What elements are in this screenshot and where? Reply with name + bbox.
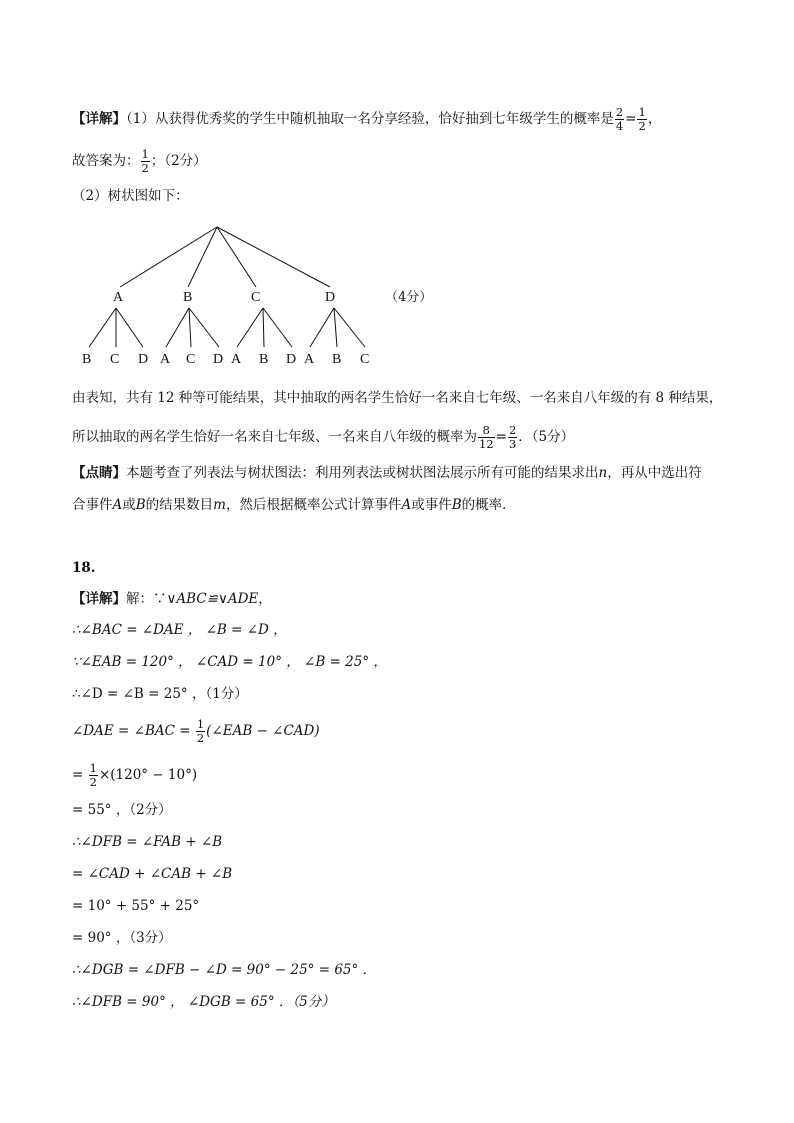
fraction-2-4: $\frac{2}{4}$ [615, 105, 624, 133]
comment-line-1: 【点睛】本题考查了列表法与树状图法：利用列表法或树状图法展示所有可能的结果求出n，再从中选出符 [72, 465, 702, 481]
fraction-2-3: $\frac{2}{3}$ [508, 423, 517, 451]
q18-line-5: ∠DAE = ∠BAC = $\frac{1}{2}$ (∠EAB − ∠CAD) [72, 717, 320, 745]
node-C: C [251, 290, 261, 305]
detail-tag: 【详解】 [72, 111, 126, 127]
leaf: B [82, 352, 92, 367]
conclusion-line-1: 由表知，共有 12 种等可能结果，其中抽取的两名学生恰好一名来自七年级、一名来自八年级的有 8 种结果， [72, 390, 723, 406]
conclusion-line-2: 所以抽取的两名学生恰好一名来自七年级、一名来自八年级的概率为 $\frac{8}{12}$ = $\frac{2}{3}$ ．（5分） [72, 423, 575, 451]
q18-line-13: ∴∠DFB = 90° ， ∠DGB = 65° ．（5分） [72, 994, 335, 1010]
answer-fraction: $\frac{1}{2}$ [141, 147, 149, 175]
q18-line-11: = 90° ，（3分） [72, 930, 172, 946]
q18-line-7: = 55° ，（2分） [72, 802, 172, 818]
leaf: B [259, 352, 269, 367]
question-number: 18. [72, 560, 96, 576]
q18-line-9: = ∠CAD + ∠CAB + ∠B [72, 866, 233, 882]
tree-diagram [0, 0, 794, 380]
leaf: C [360, 352, 370, 367]
leaf: B [332, 352, 342, 367]
q18-line-6: = $\frac{1}{2}$ ×(120° − 10°) [72, 761, 198, 789]
q18-line-2: ∴∠BAC = ∠DAE ， ∠B = ∠D ， [72, 622, 287, 638]
tree-intro: （2）树状图如下： [72, 188, 189, 204]
comment-line-2: 合事件A或B的结果数目m，然后根据概率公式计算事件A或事件B的概率． [72, 497, 516, 513]
answer-line: 故答案为： $\frac{1}{2}$ ；（2分） [72, 147, 207, 175]
q18-line-12: ∴∠DGB = ∠DFB − ∠D = 90° − 25° = 65° ． [72, 962, 377, 978]
leaf: A [160, 352, 171, 367]
leaf: A [231, 352, 242, 367]
q18-line-8: ∴∠DFB = ∠FAB + ∠B [72, 834, 223, 850]
leaf: C [186, 352, 196, 367]
fraction-1-2: $\frac{1}{2}$ [638, 105, 646, 133]
tree-edges [89, 227, 365, 347]
q18-line-1: 【详解】解：∵∨ABC≌∨ADE， [72, 591, 272, 607]
leaf: D [286, 352, 297, 367]
leaf: C [110, 352, 120, 367]
leaf: D [213, 352, 224, 367]
leaf: D [138, 352, 149, 367]
detail-text: （1）从获得优秀奖的学生中随机抽取一名分享经验，恰好抽到七年级学生的概率是 [126, 111, 614, 127]
q18-line-10: = 10° + 55° + 25° [72, 898, 200, 914]
leaf: A [304, 352, 315, 367]
q18-line-4: ∴∠D = ∠B = 25° ，（1分） [72, 686, 248, 702]
detail-line-1: 【详解】（1）从获得优秀奖的学生中随机抽取一名分享经验，恰好抽到七年级学生的概率是 $\frac{2}{4}$ = $\frac{1}{2}$ ， [72, 105, 662, 133]
node-D: D [325, 290, 336, 305]
q18-line-3: ∵∠EAB = 120° ， ∠CAD = 10° ， ∠B = 25° ， [72, 654, 387, 670]
node-B: B [183, 290, 193, 305]
node-A: A [113, 290, 124, 305]
fraction-8-12: $\frac{8}{12}$ [479, 423, 494, 451]
tree-score: （4分） [385, 290, 433, 305]
